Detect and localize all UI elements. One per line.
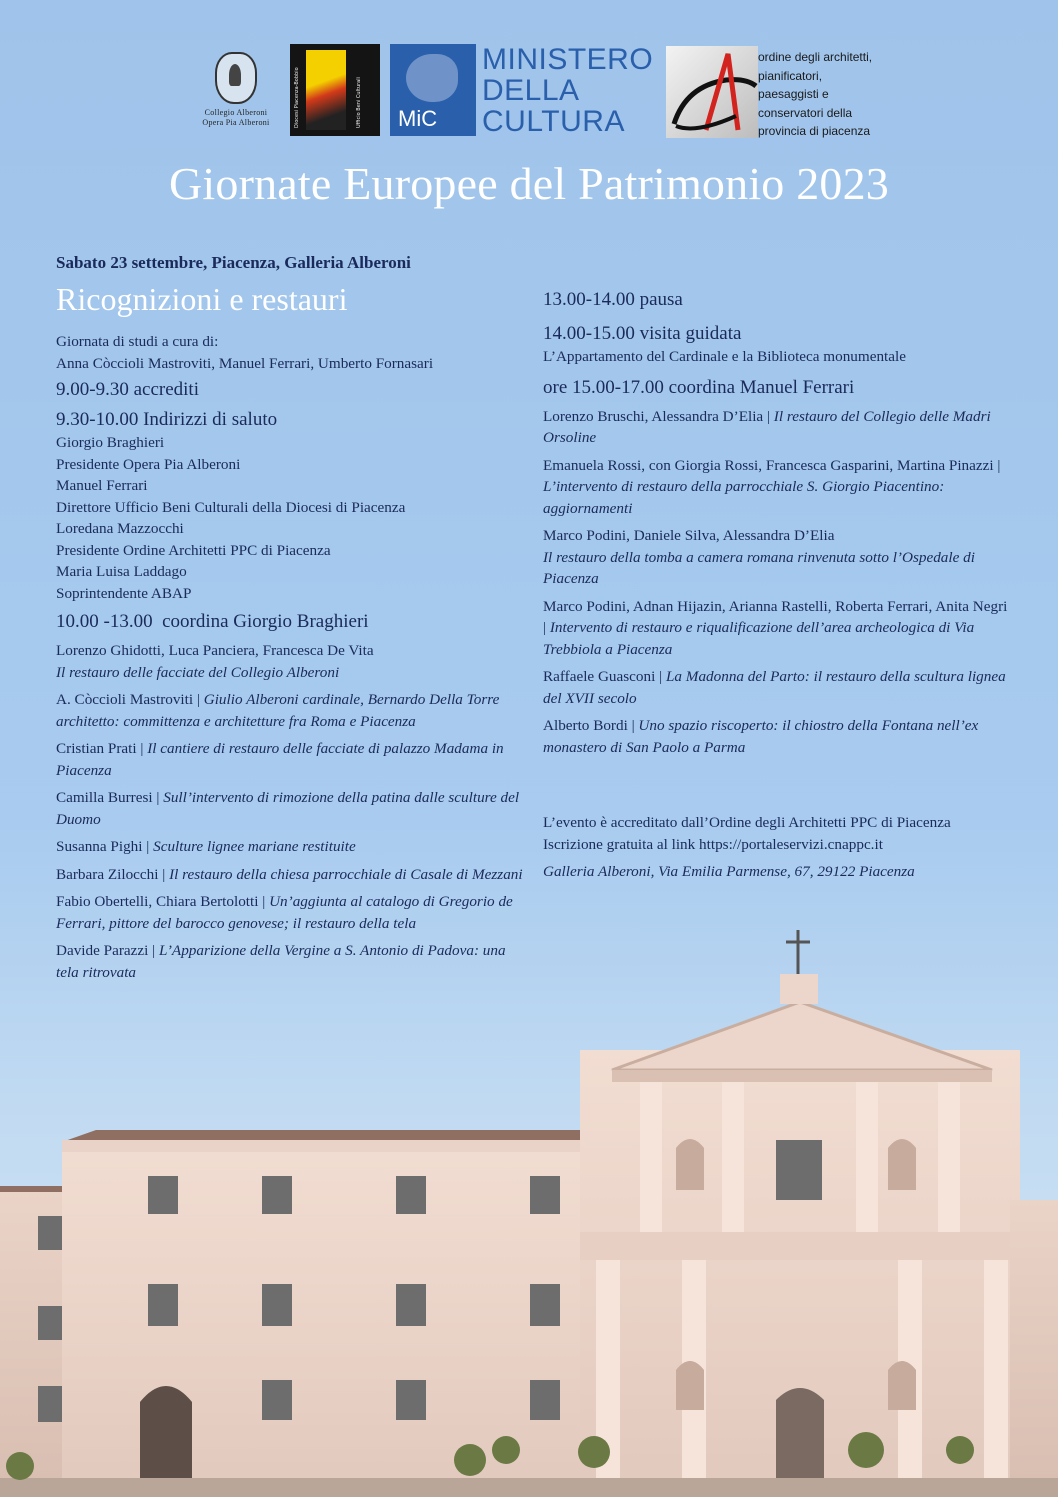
ministero-line-3: CULTURA: [482, 105, 625, 138]
saluti-item: Presidente Ordine Architetti PPC di Piacenza: [56, 541, 331, 559]
talk-authors: Marco Podini, Daniele Silva, Alessandra D’Elia: [543, 527, 835, 544]
saint-figure-icon: [306, 50, 346, 130]
talk-authors: Cristian Prati |: [56, 740, 144, 757]
talk-title: Il restauro della chiesa parrocchiale di Casale di Mezzani: [169, 865, 523, 883]
talk-authors: Camilla Burresi |: [56, 789, 160, 806]
saluti-item: Loredana Mazzocchi: [56, 520, 184, 537]
mic-logo: [390, 44, 476, 136]
ordine-architetti-logo: [666, 46, 758, 138]
collegio-logo-line1: Collegio Alberoni: [204, 108, 268, 117]
talk-title: Uno spazio riscoperto: il chiostro della Fontana nell’ex monastero di San Paolo a Parma: [543, 717, 979, 756]
diocesi-logo-right-text: Ufficio Beni Culturali: [356, 76, 362, 128]
profile-head-icon: [406, 54, 458, 102]
session1-heading: 10.00 -13.00 coordina Giorgio Braghieri: [56, 611, 369, 632]
collegio-logo-line2: Opera Pia Alberoni: [202, 118, 270, 127]
talk-authors: Raffaele Guasconi |: [543, 668, 663, 685]
saluti-heading: 9.30-10.00 Indirizzi di saluto: [56, 409, 278, 430]
ordine-line-2: pianificatori,: [758, 68, 823, 83]
talk-item: [56, 787, 526, 830]
talk-item: [543, 455, 1013, 520]
talk-item: [543, 715, 1013, 758]
talk-authors: Fabio Obertelli, Chiara Bertolotti |: [56, 893, 266, 910]
talk-title: Il cantiere di restauro delle facciate di palazzo Madama in Piacenza: [56, 740, 504, 779]
talk-item: [56, 864, 526, 886]
ministero-line-2: DELLA: [482, 74, 580, 107]
talk-title: Giulio Alberoni cardinale, Bernardo Della Torre architetto: committenza e architetture fra Roma e Piacenza: [56, 691, 500, 730]
ordine-line-3: paesaggisti e: [758, 87, 829, 101]
diocesi-logo: [290, 44, 380, 136]
ordine-a-icon: [666, 46, 758, 138]
talk-title: Sculture lignee mariane restituite: [153, 838, 356, 855]
ordine-line-1: ordine degli architetti,: [758, 50, 873, 64]
venue-address: Galleria Alberoni, Via Emilia Parmense, 67, 29122 Piacenza: [543, 863, 915, 880]
curated-label: Giornata di studi a cura di:: [56, 333, 219, 350]
talk-title: Intervento di restauro e riqualificazione dell’area archeologica di Via Trebbiola a Piacenza: [543, 619, 975, 658]
talk-title: L’Apparizione della Vergine a S. Antonio di Padova: una tela ritrovata: [56, 942, 506, 981]
talk-item: [543, 525, 1013, 590]
logo-bar: [190, 44, 910, 139]
collegio-alberoni-building-illustration: [0, 930, 1058, 1497]
program-right-column: [543, 288, 1013, 883]
talk-item: [56, 689, 526, 732]
curators: Anna Còccioli Mastroviti, Manuel Ferrari, Umberto Fornasari: [56, 354, 434, 372]
talk-authors: Lorenzo Ghidotti, Luca Panciera, Francesca De Vita: [56, 642, 374, 659]
talk-authors: Emanuela Rossi, con Giorgia Rossi, Francesca Gasparini, Martina Pinazzi |: [543, 456, 1001, 474]
talk-title: Il restauro delle facciate del Collegio Alberoni: [56, 663, 340, 681]
talk-item: [543, 666, 1013, 709]
event-subtitle: Ricognizioni e restauri: [56, 281, 348, 317]
talk-title: Sull’intervento di rimozione della patina dalle sculture del Duomo: [56, 789, 520, 828]
talk-item: [56, 891, 526, 934]
session2-heading: ore 15.00-17.00 coordina Manuel Ferrari: [543, 376, 855, 398]
talk-authors: Barbara Zilocchi |: [56, 865, 166, 883]
talk-authors: A. Còccioli Mastroviti |: [56, 691, 200, 708]
registration-link[interactable]: Iscrizione gratuita al link https://portaleservizi.cnappc.it: [543, 835, 883, 853]
saluti-item: Giorgio Braghieri: [56, 434, 165, 451]
accreditation-note: L’evento è accreditato dall’Ordine degli Architetti PPC di Piacenza: [543, 814, 951, 831]
talk-title: L’intervento di restauro della parrocchiale S. Giorgio Piacentino: aggiornamenti: [543, 478, 945, 517]
program-left-column: [56, 331, 526, 989]
talk-authors: Lorenzo Bruschi, Alessandra D’Elia |: [543, 407, 770, 425]
accrediti-time: 9.00-9.30 accrediti: [56, 379, 199, 400]
pausa-time: 13.00-14.00 pausa: [543, 289, 683, 310]
crest-icon: [215, 52, 257, 104]
talk-item: [543, 406, 1013, 449]
mic-logo-text: MiC: [398, 106, 438, 131]
talk-item: [56, 836, 526, 858]
ministero-line-1: MINISTERO: [482, 43, 654, 76]
talk-authors: Susanna Pighi |: [56, 838, 150, 855]
talk-title: Un’aggiunta al catalogo di Gregorio de Ferrari, pittore del barocco genovese; il restauro della tela: [56, 893, 513, 932]
talk-item: [56, 640, 526, 683]
saluti-item: Soprintendente ABAP: [56, 584, 192, 602]
ministero-cultura-wordmark: [482, 44, 653, 137]
saluti-item: Presidente Opera Pia Alberoni: [56, 455, 241, 473]
ordine-line-5: provincia di piacenza: [758, 124, 871, 138]
talk-title: La Madonna del Parto: il restauro della scultura lignea del XVII secolo: [543, 668, 1006, 707]
talk-item: [543, 596, 1013, 661]
event-date-line: Sabato 23 settembre, Piacenza, Galleria Alberoni: [56, 253, 411, 272]
talk-authors: Marco Podini, Adnan Hijazin, Arianna Rastelli, Roberta Ferrari, Anita Negri |: [543, 597, 1008, 636]
talk-item: [56, 738, 526, 781]
saluti-item: Manuel Ferrari: [56, 477, 148, 494]
diocesi-logo-left-text: Diocesi Piacenza-Bobbio: [294, 67, 300, 128]
page-title: Giornate Europee del Patrimonio 2023: [168, 158, 890, 209]
ordine-line-4: conservatori della: [758, 105, 853, 120]
ordine-architetti-wordmark: [758, 48, 918, 141]
visita-description: L’Appartamento del Cardinale e la Biblioteca monumentale: [543, 348, 906, 365]
talk-title: Il restauro della tomba a camera romana rinvenuta sotto l’Ospedale di Piacenza: [543, 548, 975, 587]
saluti-item: Direttore Ufficio Beni Culturali della Diocesi di Piacenza: [56, 498, 406, 516]
collegio-alberoni-logo: [190, 52, 282, 128]
talk-authors: Davide Parazzi |: [56, 942, 156, 959]
saluti-item: Maria Luisa Laddago: [56, 563, 187, 580]
talk-title: Il restauro del Collegio delle Madri Orsoline: [543, 407, 991, 446]
talk-authors: Alberto Bordi |: [543, 717, 635, 734]
visita-heading: 14.00-15.00 visita guidata: [543, 323, 742, 344]
